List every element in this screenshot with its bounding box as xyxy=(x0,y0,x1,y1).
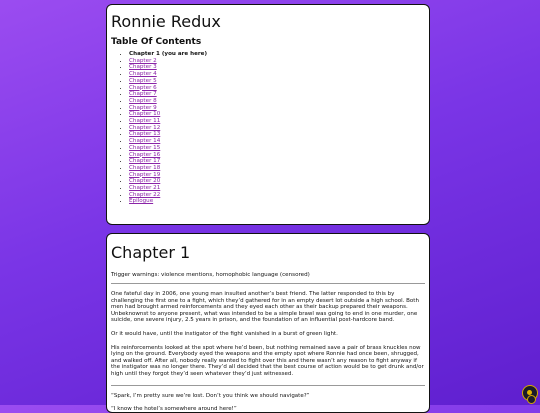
site-title: Ronnie Redux xyxy=(111,12,221,31)
toc-item xyxy=(129,185,425,192)
toc-link[interactable]: Chapter 8 xyxy=(129,97,157,104)
toc-item xyxy=(129,158,425,165)
toc-link[interactable]: Chapter 3 xyxy=(129,64,157,71)
toc-link[interactable]: Epilogue xyxy=(129,198,154,205)
toc-item xyxy=(129,64,425,71)
toc-card xyxy=(106,4,430,225)
toc-link[interactable]: Chapter 19 xyxy=(129,171,161,178)
chapter-title: Chapter 1 xyxy=(111,243,191,262)
toc-link[interactable]: Chapter 11 xyxy=(129,118,161,125)
toc-item xyxy=(129,131,425,138)
toc-link[interactable]: Chapter 16 xyxy=(129,151,161,158)
small-gear-icon[interactable] xyxy=(527,395,536,404)
toc-item xyxy=(129,138,425,145)
toc-item xyxy=(129,58,425,65)
chapter-paragraph: One fateful day in 2006, one young man insulted another’s best friend. The latter responded to this by challenging the first one to a fight, which they’d gathered for in an empty desert lot outside a high school. Both men had brought armed reinforcements and they eyed each other as their backup prepared their weapons. Unbeknownst to anyone present, what was intended to be a simple brawl was going to end in one murder, one suicide, one severe injury, 2.5 years in prison, and the foundation of an influential post-hardcore band. xyxy=(111,291,419,324)
toc-item xyxy=(129,152,425,159)
toc-link[interactable]: Chapter 20 xyxy=(129,178,161,185)
toc-item xyxy=(129,145,425,152)
toc-link[interactable]: Chapter 2 xyxy=(129,57,157,64)
toc-list xyxy=(111,51,425,205)
toc-item xyxy=(129,178,425,185)
toc-item xyxy=(129,98,425,105)
toc-item xyxy=(129,78,425,85)
chapter-paragraph: “I know the hotel’s somewhere around here!” xyxy=(111,406,237,413)
toc-link[interactable]: Chapter 18 xyxy=(129,164,161,171)
toc-item-current xyxy=(129,51,425,58)
toc-link[interactable]: Chapter 13 xyxy=(129,131,161,138)
divider-top xyxy=(111,283,425,284)
toc-item xyxy=(129,172,425,179)
chapter-paragraph: Or it would have, until the instigator of the fight vanished in a burst of green light. xyxy=(111,330,338,337)
toc-link[interactable]: Chapter 6 xyxy=(129,84,157,91)
toc-link[interactable]: Chapter 22 xyxy=(129,191,161,198)
toc-item xyxy=(129,192,425,199)
divider-scene xyxy=(111,385,425,386)
chapter-text-bottom xyxy=(111,393,425,413)
toc-link[interactable]: Chapter 4 xyxy=(129,71,157,78)
toc-link[interactable]: Chapter 7 xyxy=(129,91,157,98)
toc-link[interactable]: Chapter 10 xyxy=(129,111,161,118)
toc-item xyxy=(129,165,425,172)
toc-item xyxy=(129,71,425,78)
toc-link[interactable]: Chapter 21 xyxy=(129,185,161,192)
chapter-card xyxy=(106,233,430,413)
toc-link[interactable]: Chapter 5 xyxy=(129,77,157,84)
toc-link[interactable]: Chapter 12 xyxy=(129,124,161,131)
toc-heading: Table Of Contents xyxy=(111,37,202,47)
toc-item xyxy=(129,118,425,125)
toc-link[interactable]: Chapter 17 xyxy=(129,158,161,165)
trigger-warning: Trigger warnings: violence mentions, homophobic language (censored) xyxy=(111,272,310,278)
chapter-text-top xyxy=(111,291,425,378)
toc-link[interactable]: Chapter 15 xyxy=(129,144,161,151)
toc-item xyxy=(129,85,425,92)
toc-item xyxy=(129,105,425,112)
toc-link[interactable]: Chapter 14 xyxy=(129,138,161,145)
toc-item xyxy=(129,198,425,205)
toc-item xyxy=(129,125,425,132)
toc-link[interactable]: Chapter 9 xyxy=(129,104,157,111)
toc-item xyxy=(129,91,425,98)
toc-current-label: Chapter 1 (you are here) xyxy=(129,51,208,57)
chapter-paragraph: His reinforcements looked at the spot where he’d been, but nothing remained save a pair of brass knuckles now lying on the ground. Everybody eyed the weapons and the empty spot where Ronnie had once been, shrugged, and walked off. After all, nobody really wanted to fight over this and there wasn’t any reason to fight anyway if the instigator was no longer there. They’d all decided that the best course of action would be to get drunk and/or high until they forgot they’d seen whatever they’d just witnessed. xyxy=(111,344,424,377)
toc-item xyxy=(129,111,425,118)
chapter-paragraph: “Spark, I’m pretty sure we’re lost. Don’t you think we should navigate?” xyxy=(111,392,310,399)
